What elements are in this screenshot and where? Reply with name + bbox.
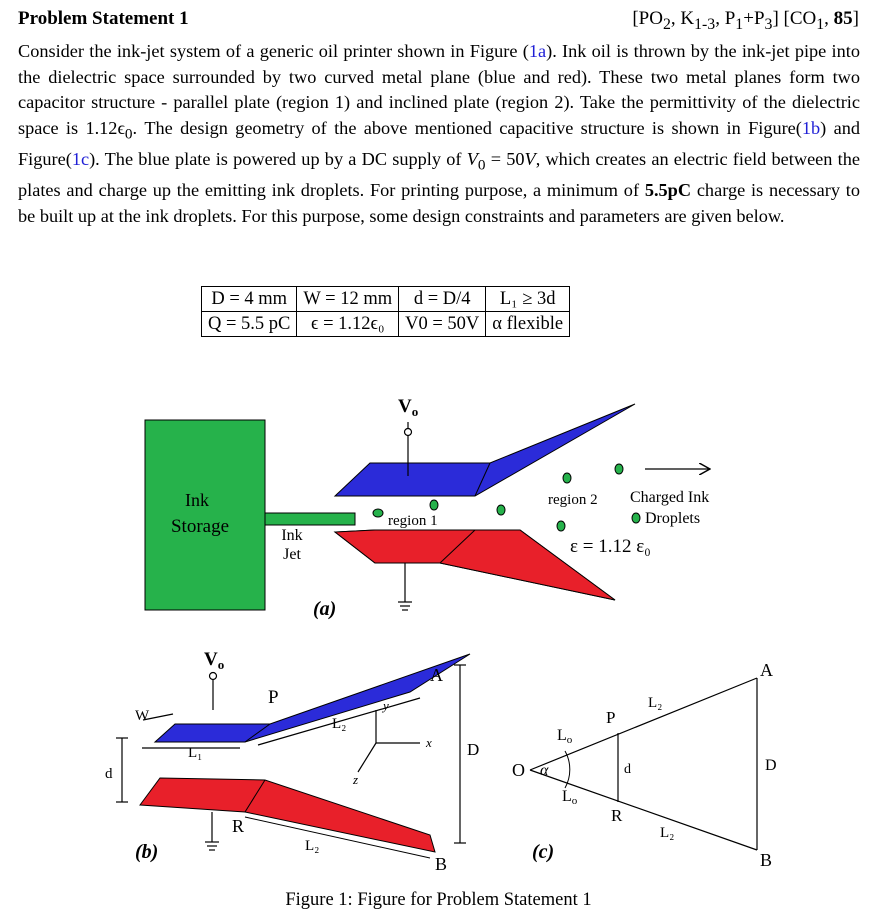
vo-label: $V_o$	[398, 396, 419, 419]
alpha-label: α	[540, 762, 549, 779]
figure-b	[105, 649, 479, 874]
ink-droplet	[563, 473, 571, 483]
L2-label: L₂	[648, 695, 663, 711]
table-cell: α flexible	[486, 312, 570, 337]
svg-text:y: y	[383, 698, 389, 713]
problem-title: Problem Statement 1	[18, 8, 189, 29]
table-row	[202, 287, 570, 312]
marks: 85	[833, 8, 853, 29]
region1-label: region 1	[388, 513, 438, 529]
ink-droplet	[557, 521, 565, 531]
svg-text:z: z	[353, 772, 359, 787]
table-cell: D = 4 mm	[202, 287, 297, 312]
L2-label: L₂	[305, 838, 320, 854]
W-label: W	[135, 708, 150, 724]
vo-label: $V_o$	[204, 649, 225, 672]
d-label: d	[105, 766, 113, 782]
epsilon-label: ε = 1.12 ε₀	[570, 536, 651, 557]
figure-c	[512, 660, 777, 870]
ink-droplet	[430, 500, 438, 510]
ground-icon	[398, 602, 412, 610]
upper-side	[530, 678, 757, 770]
R-label: R	[232, 816, 245, 836]
terminal-icon	[405, 429, 412, 436]
B-label: B	[760, 850, 773, 870]
table-cell: d = D/4	[399, 287, 486, 312]
figure-caption: Figure 1: Figure for Problem Statement 1	[285, 890, 592, 910]
figure-ref-1b[interactable]: 1b	[801, 117, 821, 138]
P-label: P	[268, 687, 279, 708]
D-label: D	[467, 740, 480, 759]
subfigure-a-label: (a)	[313, 598, 337, 620]
figure-a	[145, 396, 710, 620]
region2-label: region 2	[548, 492, 598, 508]
Lo-label: Lo	[557, 727, 573, 746]
table-cell: Q = 5.5 pC	[202, 312, 297, 337]
subfigure-b-label: (b)	[135, 841, 159, 863]
blue-plate	[335, 404, 635, 496]
subfigure-c-label: (c)	[532, 841, 555, 863]
table-cell: ϵ = 1.12ϵ₀	[297, 312, 399, 337]
ink-storage-box	[145, 420, 265, 610]
axes-icon	[352, 698, 432, 787]
figure-ref-1c[interactable]: 1c	[71, 149, 90, 170]
figure-ref-1a[interactable]: 1a	[528, 41, 547, 61]
red-plate	[140, 778, 435, 852]
L2-label: L₂	[332, 716, 347, 732]
table-cell: L₁ ≥ 3d	[486, 287, 570, 312]
L1-label: L₁	[188, 745, 203, 761]
ink-jet-pipe	[265, 513, 355, 525]
A-label: A	[760, 660, 773, 680]
problem-statement: Consider the ink-jet system of a generic oil printer shown in Figure (1a). Ink oil is thrown by the ink-jet pipe into the dielectric space surrounded by two curved metal plane (blue and red). These two metal planes form two capacitor structure - parallel plate (region 1) and inclined plate (region 2). Take the permittivity of the dielectric space is $1.12\epsilon_0$. The design geometry of the above mentioned capacitive structure is shown in Figure(1b) and Figure(1c). The blue plate is powered up by a DC supply of $V_0 = 50V$, which creates an electric field between the plates and charge up the emitting ink droplets. For printing purpose, a minimum of 5.5pC charge is necessary to be built up at the ink droplets. For this purpose, some design constraints and parameters are given below.	[18, 41, 860, 226]
A-label: A	[430, 665, 443, 685]
Lo-label: Lo	[562, 788, 578, 807]
P-label: P	[606, 708, 616, 727]
figure-1	[0, 380, 877, 885]
svg-text:x: x	[426, 735, 432, 750]
droplets-label: Droplets	[645, 510, 701, 527]
table-row	[202, 312, 570, 337]
terminal-icon	[210, 673, 217, 680]
ink-droplet	[373, 509, 383, 517]
D-label: D	[765, 757, 777, 774]
min-charge: 5.5pC	[644, 180, 692, 201]
ground-icon	[205, 842, 219, 850]
lower-side	[530, 770, 757, 850]
table-cell: W = 12 mm	[297, 287, 399, 312]
L2-label: L₂	[660, 825, 675, 841]
legend-droplet	[632, 513, 640, 523]
ink-droplet	[497, 505, 505, 515]
table-cell: V0 = 50V	[399, 312, 486, 337]
ink-jet-label: Ink	[281, 527, 303, 544]
ink-storage-label: Storage	[170, 516, 230, 537]
parameters-table	[201, 286, 570, 337]
outcome-tags: [$PO_2$, $K_{1-3}$, $P_1+P_3$] [$CO_1$, 85]	[632, 8, 859, 33]
ink-storage-label: Ink	[185, 490, 209, 510]
ink-droplet	[615, 464, 623, 474]
B-label: B	[435, 854, 448, 874]
ink-jet-label: Jet	[283, 546, 301, 563]
d-label: d	[624, 762, 631, 777]
problem-header	[18, 6, 859, 36]
O-label: O	[512, 760, 525, 780]
droplets-label: Charged Ink	[630, 489, 710, 506]
R-label: R	[611, 806, 623, 825]
